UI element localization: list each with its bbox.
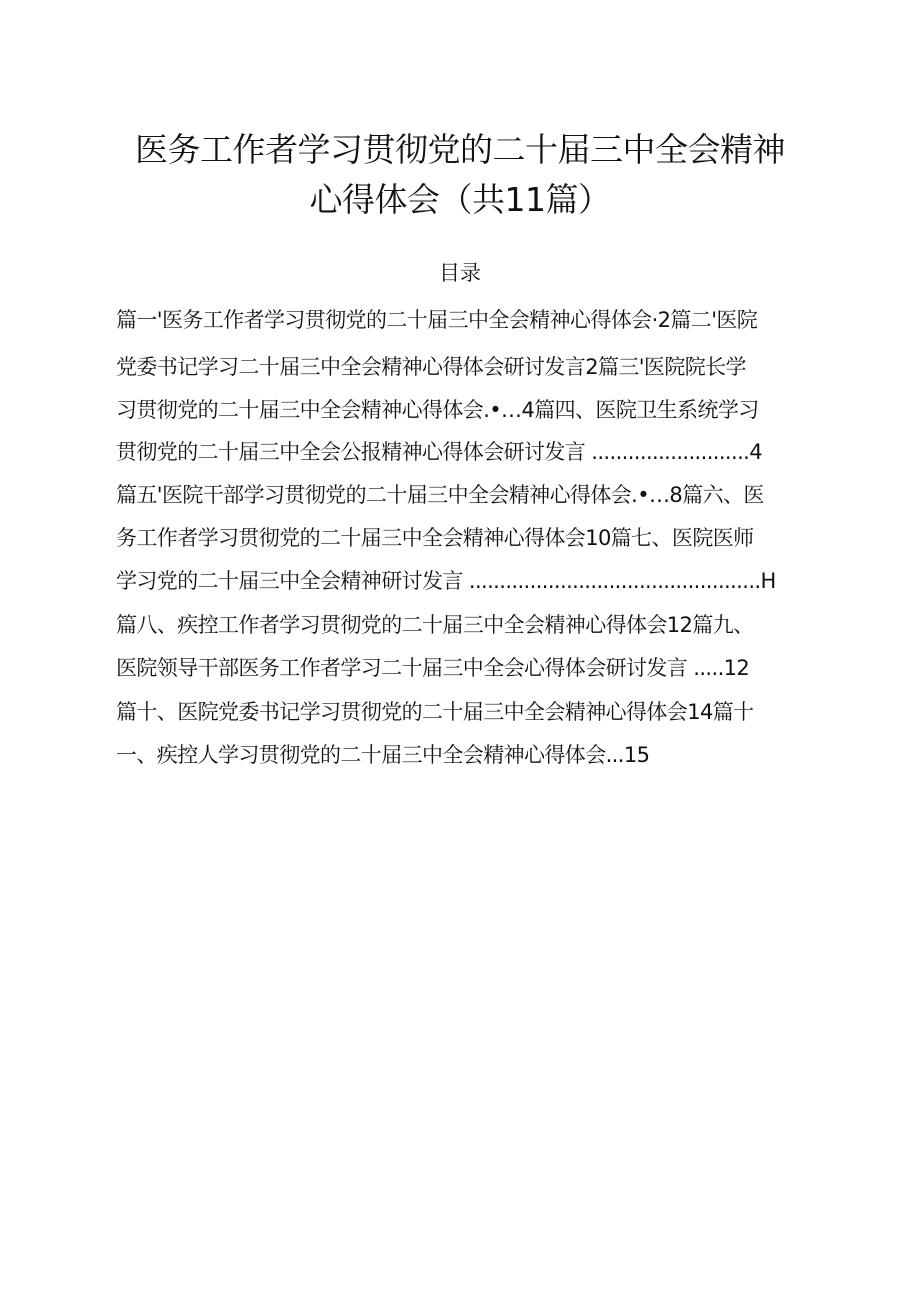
toc-line: 党委书记学习二十届三中全会精神心得体会研讨发言2篇三'医院院长学 — [116, 355, 746, 379]
toc-line: 贯彻党的二十届三中全会公报精神心得体会研讨发言 ..........................4 — [116, 440, 762, 464]
toc-line: 务工作者学习贯彻党的二十届三中全会精神心得体会10篇七、医院医师 — [116, 526, 754, 550]
toc-line: 篇十、医院党委书记学习贯彻党的二十届三中全会精神心得体会14篇十 — [116, 700, 754, 724]
toc-line: 习贯彻党的二十届三中全会精神心得体会.•…4篇四、医院卫生系统学习 — [116, 398, 759, 422]
toc-heading: 目录 — [439, 261, 481, 285]
toc-line: 学习党的二十届三中全会精神研讨发言 ................................................H — [116, 569, 776, 593]
toc-line: 一、疾控人学习贯彻党的二十届三中全会精神心得体会...15 — [116, 743, 650, 767]
document-title-line-1: 医务工作者学习贯彻党的二十届三中全会精神 — [135, 130, 785, 169]
toc-line: 医院领导干部医务工作者学习二十届三中全会心得体会研讨发言 .....12 — [116, 656, 750, 680]
toc-line: 篇一'医务工作者学习贯彻党的二十届三中全会精神心得体会·2篇二'医院 — [116, 308, 758, 332]
document-title-line-2: 心得体会（共11篇） — [309, 180, 611, 219]
toc-line: 篇八、疾控工作者学习贯彻党的二十届三中全会精神心得体会12篇九、 — [116, 613, 754, 637]
toc-line: 篇五'医院干部学习贯彻党的二十届三中全会精神心得体会.•…8篇六、医 — [116, 483, 764, 507]
